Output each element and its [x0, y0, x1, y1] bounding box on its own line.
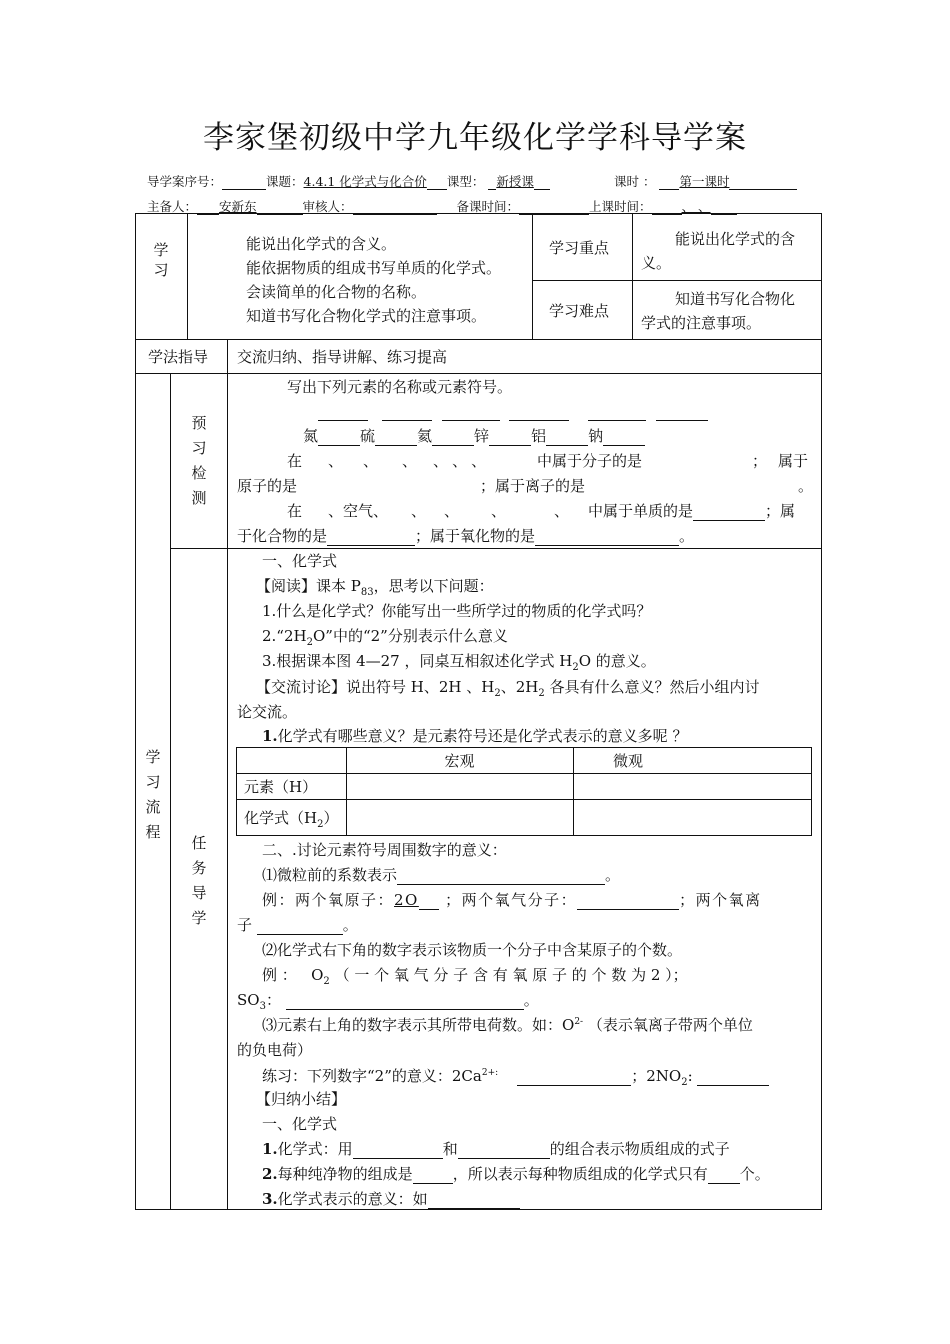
element-name: 氦	[417, 427, 433, 445]
task-p3-cont: 的负电荷）	[237, 1041, 313, 1059]
preview-q1: 写出下列元素的名称或元素符号。	[287, 378, 513, 396]
period-label: 课时 ：	[614, 174, 656, 189]
objective-item: 会读简单的化合物的名称。	[246, 283, 427, 301]
objective-item: 能依据物质的组成书写单质的化学式。	[246, 259, 502, 277]
task-q1: 1.什么是化学式？你能写出一些所学过的物质的化学式吗？	[262, 602, 652, 620]
topic-value: 4.4.1 化学式与化合价	[303, 174, 427, 189]
task-q3: 3.根据课本图 4—27 ，同桌互相叙述化学式 $H_2O$ 的意义。	[262, 652, 656, 673]
key-label: 学习重点	[549, 239, 610, 257]
element-name: 铝	[531, 427, 547, 445]
preview-q3-compound: 于化合物的是 ；属于氧化物的是 。	[237, 527, 695, 545]
difficulty-label: 学习难点	[549, 302, 610, 320]
task-q4: 1.化学式有哪些意义？是元素符号还是化学式表示的意义多呢 ？	[262, 727, 688, 745]
method-value: 交流归纳、指导讲解、练习提高	[237, 348, 448, 366]
task-section1-title: 一、化学式	[262, 552, 338, 570]
class-time-sep: 、 、	[681, 199, 711, 214]
task-sum1: 1.化学式：用 和 的组合表示物质组成的式子	[262, 1140, 730, 1158]
task-p1: ⑴微粒前的系数表示 。	[262, 866, 621, 884]
task-summary-title: 一、化学式	[262, 1115, 338, 1133]
objective-item: 能说出化学式的含义。	[246, 235, 397, 253]
preview-q3-start: 在	[287, 502, 303, 520]
element-name: 钠	[588, 427, 604, 445]
task-label: 任 务 导 学	[191, 834, 207, 927]
task-read: 【阅读】课本 $P_{83}$，思考以下问题：	[256, 577, 494, 598]
key-content: 能说出化学式的含 义。	[641, 230, 796, 272]
preview-q2-molecule: 中属于分子的是	[537, 452, 643, 470]
preview-q3-element: 中属于单质的是 ；属	[588, 502, 796, 520]
class-time-label: 上课时间：	[589, 199, 652, 214]
flow-label: 学 习 流 程	[145, 748, 161, 841]
element-name: 氮	[303, 427, 319, 445]
task-summary: 【归纳小结】	[256, 1090, 347, 1108]
period	[614, 172, 797, 190]
reviewer-label: 审核人：	[302, 199, 353, 214]
task-section2-title: 二、.讨论元素符号周围数字的意义：	[262, 841, 507, 859]
preparer-label: 主备人：	[147, 199, 198, 214]
objective-item: 知道书写化合物化学式的注意事项。	[246, 307, 487, 325]
row-formula: 化学式$(H_2)$	[244, 809, 339, 830]
preview-q2-atom: 原子的是	[237, 477, 298, 495]
task-ex1: 例：两个氧原子：2O ；两个氧气分子： ；两个氧离	[262, 891, 762, 909]
preview-label: 预 习 检 测	[191, 414, 207, 507]
preview-q2-ion: ；属于离子的是	[480, 477, 586, 495]
task-sum3: 3.化学式表示的意义：如	[262, 1189, 520, 1209]
element-name: 锌	[474, 427, 490, 445]
objectives-label: 学习	[153, 241, 169, 279]
header-line-1	[147, 172, 550, 190]
task-p3: ⑶元素右上角的数字表示其所带电荷数。如：$O^{2-}$ （表示氧离子带两个单位	[262, 1016, 753, 1034]
task-discussion: 【交流讨论】说出符号 H、2H 、$H_2$、$2H_2$ 各具有什么意义？然后小组内讨	[256, 678, 760, 699]
preview-q2-seps: 、 、 、 、 、 、	[328, 452, 487, 470]
preview-elements	[303, 426, 645, 446]
topic-label: 课题：	[266, 174, 304, 189]
period-value: 第一课时	[679, 174, 730, 189]
page-title: 李家堡初级中学九年级化学学科导学案	[203, 120, 747, 156]
task-practice: 练习：下列数字“2”的意义：$2Ca^{2+:}$ ；$2NO_2$:	[262, 1066, 769, 1086]
serial-blank	[222, 176, 266, 190]
task-sum2: 2.每种纯净物的组成是 ，所以表示每种物质组成的化学式只有 个。	[262, 1165, 770, 1183]
type-value: 新授课	[496, 174, 534, 189]
serial-label: 导学案序号：	[147, 174, 223, 189]
task-ex2-cont: $SO_3$： 。	[237, 991, 539, 1012]
row-element: 元素（H）	[244, 778, 318, 796]
preview-symbol-blanks	[318, 401, 708, 421]
task-ex1-cont: 子 。	[237, 916, 358, 934]
type-label: 课型：	[446, 174, 485, 189]
task-ex2: 例 ： $O_2$ （ 一 个 氧 气 分 子 含 有 氧 原 子 的 个 数 为 2 ）；	[262, 966, 688, 987]
preparer-value: 安新东	[219, 199, 257, 214]
task-p2: ⑵化学式右下角的数字表示该物质一个分子中含某原子的个数。	[262, 941, 683, 959]
task-q2: $2.“2H_2O$”中的“2”分别表示什么意义	[262, 627, 508, 648]
method-label: 学法指导	[148, 348, 209, 366]
element-name: 硫	[360, 427, 376, 445]
difficulty-content: 知道书写化合物化 学式的注意事项。	[641, 290, 796, 332]
objectives-list	[246, 232, 501, 328]
prep-time-label: 备课时间：	[456, 199, 520, 214]
preview-q3-seps: 、 、 、 、	[411, 502, 570, 520]
col-micro: 微观	[612, 752, 643, 770]
col-macro: 宏观	[444, 752, 475, 770]
task-discussion-cont: 论交流。	[237, 703, 298, 721]
preview-q2-start: 在	[287, 452, 303, 470]
